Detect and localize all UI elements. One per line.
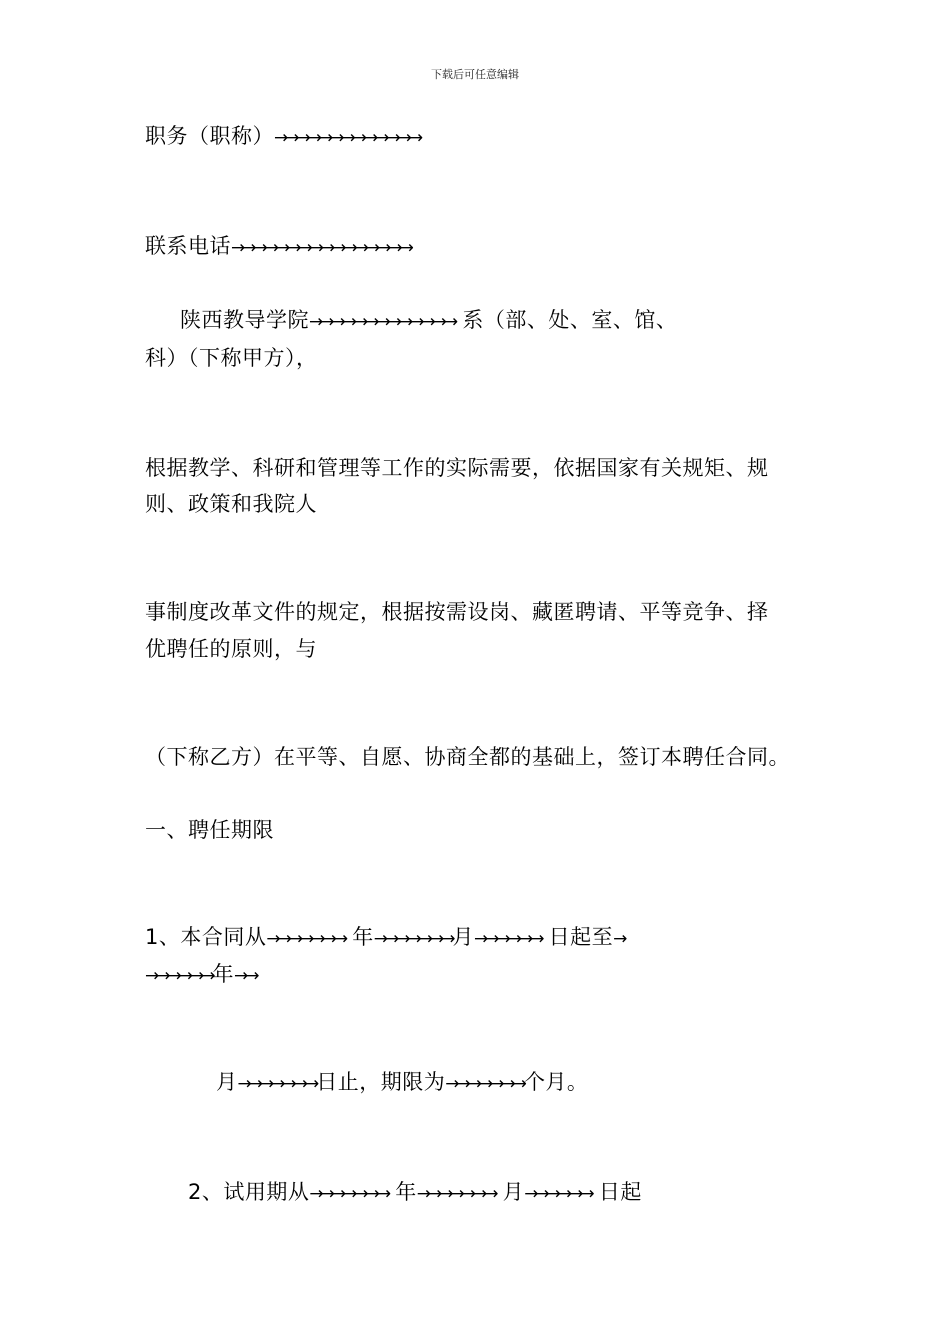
blank-fill-arrows: →→→→→→→ xyxy=(237,1074,317,1094)
paragraph-line: （下称乙方）在平等、自愿、协商全都的基础上，签订本聘任合同。 xyxy=(145,745,790,769)
blank-fill-arrows: →→→→→→→ xyxy=(309,1184,389,1204)
line-contract-term: 1、本合同从→→→→→→→ 年→→→→→→→月→→→→→→ 日起至→ xyxy=(145,925,625,949)
line-party-a: 科）（下称甲方）， xyxy=(145,346,318,370)
paragraph-line: 则、政策和我院人 xyxy=(145,492,317,516)
line-position-title: 职务（职称）→→→→→→→→→→→→→ xyxy=(145,124,421,148)
section-heading: 一、聘任期限 xyxy=(145,818,274,842)
blank-fill-arrows: →→→→→→→→→→→→→→→→ xyxy=(231,238,411,258)
blank-fill-arrows: →→→→→→→→→→→→→ xyxy=(309,312,456,332)
blank-fill-arrows: →→→→→→ xyxy=(145,966,213,986)
blank-fill-arrows: →→→→→→ xyxy=(474,929,542,949)
blank-fill-arrows: →→→→→→→ xyxy=(445,1074,524,1094)
paragraph-line: 优聘任的原则，与 xyxy=(145,637,317,661)
blank-fill-arrows: →→→→→→→ xyxy=(373,929,453,949)
paragraph-line: 根据教学、科研和管理等工作的实际需要，依据国家有关规矩、规 xyxy=(145,456,769,480)
line-term-end: 月→→→→→→→日止，期限为→→→→→→→个月。 xyxy=(216,1070,589,1094)
line-contract-term-cont: →→→→→→年→→ xyxy=(145,962,257,986)
blank-fill-arrows: →→ xyxy=(233,966,257,986)
blank-fill-arrows: →→→→→→ xyxy=(524,1184,592,1204)
page-header: 下载后可任意编辑 xyxy=(431,68,519,81)
line-phone: 联系电话→→→→→→→→→→→→→→→→ xyxy=(145,234,411,258)
blank-fill-arrows: →→→→→→→ xyxy=(416,1184,496,1204)
line-institute: 陕西教导学院→→→→→→→→→→→→→ 系（部、处、室、馆、 xyxy=(180,308,678,332)
blank-fill-arrows: →→→→→→→ xyxy=(266,929,346,949)
blank-fill-arrows: →→→→→→→→→→→→→ xyxy=(274,128,421,148)
line-probation: 2、试用期从→→→→→→→ 年→→→→→→→ 月→→→→→→ 日起 xyxy=(188,1180,642,1204)
paragraph-line: 事制度改革文件的规定，根据按需设岗、藏匿聘请、平等竞争、择 xyxy=(145,600,769,624)
blank-fill-arrows: → xyxy=(613,929,625,949)
